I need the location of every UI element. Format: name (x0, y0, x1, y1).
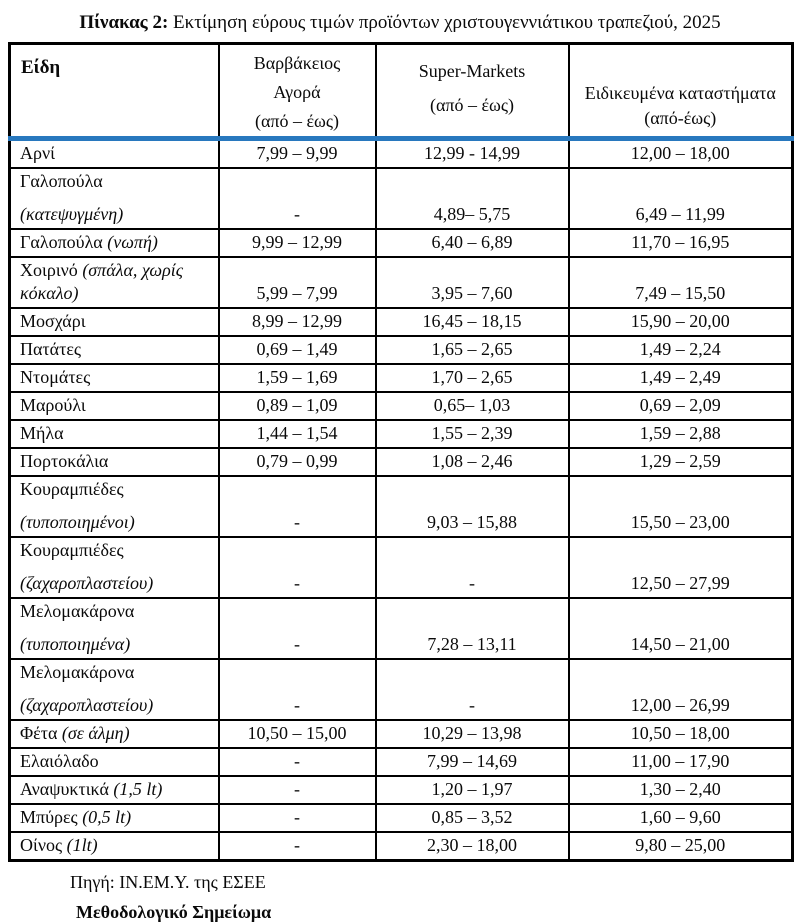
item-qualifier: (κατεψυγμένη) (20, 204, 124, 224)
table-caption-label: Πίνακας 2: (79, 12, 169, 33)
price-range-cell: 16,45 – 18,15 (376, 308, 569, 336)
item-name: Ντομάτες (20, 367, 91, 387)
price-range-cell: 12,00 – 26,99 (569, 659, 793, 720)
item-name: Μοσχάρι (20, 311, 86, 331)
price-range-cell: 1,59 – 1,69 (219, 364, 376, 392)
item-name: Οίνος (20, 835, 63, 855)
price-range-cell: 0,85 – 3,52 (376, 804, 569, 832)
price-range-cell: 1,49 – 2,49 (569, 364, 793, 392)
price-range-cell: 1,60 – 9,60 (569, 804, 793, 832)
item-name: Αρνί (20, 143, 55, 163)
price-range-cell: 1,30 – 2,40 (569, 776, 793, 804)
price-range-cell: 12,99 - 14,99 (376, 139, 569, 169)
item-name: Πορτοκάλια (20, 451, 109, 471)
header-line: Είδη (21, 57, 61, 78)
price-range-cell: - (376, 659, 569, 720)
item-name-cell (10, 476, 219, 537)
item-name-cell (10, 168, 219, 229)
price-range-cell: 0,69 – 2,09 (569, 392, 793, 420)
price-range-cell: - (219, 776, 376, 804)
table-row (10, 257, 793, 308)
item-name: Μελομακάρονα (20, 601, 135, 621)
table-row (10, 659, 793, 720)
price-range-cell: 4,89– 5,75 (376, 168, 569, 229)
item-qualifier: (1,5 lt) (113, 779, 163, 799)
item-qualifier: (νωπή) (107, 232, 158, 252)
price-range-cell: 6,40 – 6,89 (376, 229, 569, 257)
price-range-cell: 0,79 – 0,99 (219, 448, 376, 476)
price-range-cell: 11,70 – 16,95 (569, 229, 793, 257)
price-range-cell: 12,00 – 18,00 (569, 139, 793, 169)
price-range-cell: 7,99 – 14,69 (376, 748, 569, 776)
item-name-cell (10, 229, 219, 257)
price-range-cell: 1,08 – 2,46 (376, 448, 569, 476)
price-range-cell: - (219, 832, 376, 861)
price-range-cell: 7,28 – 13,11 (376, 598, 569, 659)
price-table (8, 42, 794, 862)
table-row (10, 420, 793, 448)
item-name: Γαλοπούλα (20, 171, 103, 191)
item-qualifier: (τυποποιημένα) (20, 634, 131, 654)
price-range-cell: 15,90 – 20,00 (569, 308, 793, 336)
item-name: Κουραμπιέδες (20, 479, 124, 499)
item-name-cell (10, 420, 219, 448)
column-header-varvakios-market (219, 44, 376, 139)
table-row (10, 476, 793, 537)
price-range-cell: 1,59 – 2,88 (569, 420, 793, 448)
price-range-cell: 0,89 – 1,09 (219, 392, 376, 420)
price-range-cell: 10,50 – 15,00 (219, 720, 376, 748)
header-line: (από – έως) (254, 111, 340, 131)
price-range-cell: 1,65 – 2,65 (376, 336, 569, 364)
column-header-items (10, 44, 219, 139)
price-range-cell: 10,50 – 18,00 (569, 720, 793, 748)
column-header-supermarkets (376, 44, 569, 139)
item-name: Μπύρες (20, 807, 78, 827)
item-qualifier: (ζαχαροπλαστείου) (20, 573, 154, 593)
price-range-cell: 1,44 – 1,54 (219, 420, 376, 448)
table-row (10, 229, 793, 257)
table-row (10, 598, 793, 659)
item-name: Αναψυκτικά (20, 779, 109, 799)
table-row (10, 832, 793, 861)
price-range-cell: 9,80 – 25,00 (569, 832, 793, 861)
table-row (10, 364, 793, 392)
table-body (10, 139, 793, 861)
price-range-cell: - (219, 659, 376, 720)
item-name-cell (10, 720, 219, 748)
item-name-cell (10, 308, 219, 336)
item-name-cell (10, 537, 219, 598)
table-row (10, 308, 793, 336)
item-name: Κουραμπιέδες (20, 540, 124, 560)
column-header-specialty-stores (569, 44, 793, 139)
item-qualifier: (0,5 lt) (82, 807, 132, 827)
item-name: Χοιρινό (20, 260, 78, 280)
price-range-cell: - (219, 598, 376, 659)
price-range-cell: - (219, 476, 376, 537)
price-range-cell: 10,29 – 13,98 (376, 720, 569, 748)
price-range-cell: 9,03 – 15,88 (376, 476, 569, 537)
price-range-cell: - (219, 537, 376, 598)
header-line: Super-Markets (418, 61, 526, 81)
item-name-cell (10, 748, 219, 776)
price-range-cell: 12,50 – 27,99 (569, 537, 793, 598)
price-range-cell: 1,29 – 2,59 (569, 448, 793, 476)
table-row (10, 168, 793, 229)
item-name-cell (10, 448, 219, 476)
price-range-cell: 14,50 – 21,00 (569, 598, 793, 659)
item-name-cell (10, 804, 219, 832)
table-row (10, 748, 793, 776)
header-line: Βαρβάκειος (253, 53, 341, 73)
price-range-cell: 1,70 – 2,65 (376, 364, 569, 392)
table-caption-text: Εκτίμηση εύρους τιμών προϊόντων χριστουγεννιάτικου τραπεζιού, 2025 (173, 12, 721, 33)
price-range-cell: 6,49 – 11,99 (569, 168, 793, 229)
item-name: Φέτα (20, 723, 58, 743)
item-name: Μελομακάρονα (20, 662, 135, 682)
item-name: Γαλοπούλα (20, 232, 103, 252)
item-name: Πατάτες (20, 339, 82, 359)
item-name-cell (10, 336, 219, 364)
item-qualifier: (ζαχαροπλαστείου) (20, 695, 154, 715)
table-row (10, 139, 793, 169)
price-range-cell: - (376, 537, 569, 598)
header-line: Ειδικευμένα καταστήματα (584, 83, 776, 103)
table-row (10, 336, 793, 364)
methodology-note: Μεθοδολογικό Σημείωμα (76, 902, 272, 922)
price-range-cell: 8,99 – 12,99 (219, 308, 376, 336)
price-range-cell: 1,20 – 1,97 (376, 776, 569, 804)
header-line: (από-έως) (644, 108, 717, 128)
table-row (10, 720, 793, 748)
price-range-cell: - (219, 748, 376, 776)
table-row (10, 804, 793, 832)
table-row (10, 776, 793, 804)
item-qualifier: (τυποποιημένοι) (20, 512, 135, 532)
price-range-cell: - (219, 168, 376, 229)
price-range-cell: 7,49 – 15,50 (569, 257, 793, 308)
item-name-cell (10, 776, 219, 804)
item-name-cell (10, 257, 219, 308)
table-row (10, 537, 793, 598)
item-name: Μαρούλι (20, 395, 86, 415)
item-name-cell (10, 832, 219, 861)
price-range-cell: 1,55 – 2,39 (376, 420, 569, 448)
price-range-cell: - (219, 804, 376, 832)
table-header (10, 44, 793, 139)
item-qualifier: (σπάλα, χωρίς κόκαλο) (20, 260, 184, 303)
header-line: (από – έως) (429, 95, 515, 115)
item-name-cell (10, 364, 219, 392)
table-caption (0, 0, 800, 35)
price-range-cell: 3,95 – 7,60 (376, 257, 569, 308)
item-name-cell (10, 392, 219, 420)
item-name-cell (10, 139, 219, 169)
table-row (10, 392, 793, 420)
price-range-cell: 0,69 – 1,49 (219, 336, 376, 364)
price-range-cell: 0,65– 1,03 (376, 392, 569, 420)
item-qualifier: (1lt) (66, 835, 98, 855)
price-range-cell: 2,30 – 18,00 (376, 832, 569, 861)
item-name-cell (10, 659, 219, 720)
price-range-cell: 9,99 – 12,99 (219, 229, 376, 257)
price-range-cell: 1,49 – 2,24 (569, 336, 793, 364)
item-name-cell (10, 598, 219, 659)
item-qualifier: (σε άλμη) (61, 723, 130, 743)
header-line: Αγορά (273, 82, 321, 102)
price-range-cell: 15,50 – 23,00 (569, 476, 793, 537)
item-name: Ελαιόλαδο (20, 751, 99, 771)
price-range-cell: 7,99 – 9,99 (219, 139, 376, 169)
item-name: Μήλα (20, 423, 64, 443)
table-row (10, 448, 793, 476)
price-range-cell: 5,99 – 7,99 (219, 257, 376, 308)
source-note: Πηγή: ΙΝ.ΕΜ.Υ. της ΕΣΕΕ (70, 872, 266, 892)
price-range-cell: 11,00 – 17,90 (569, 748, 793, 776)
header-row (10, 44, 793, 139)
